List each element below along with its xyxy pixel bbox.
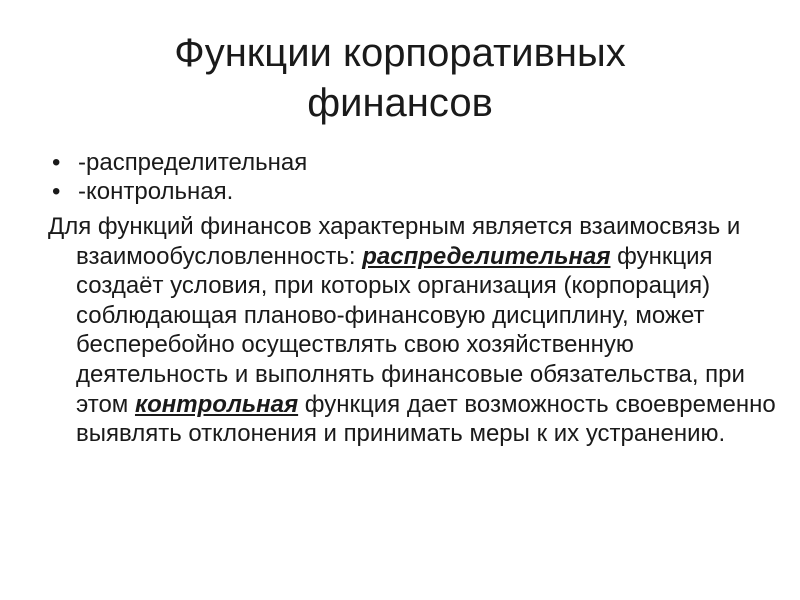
bullet-marker: •	[52, 149, 61, 176]
term-distributive: распределительная	[362, 242, 611, 270]
term-control: контрольная	[134, 390, 299, 418]
bullet-text: -контрольная.	[78, 178, 234, 205]
paragraph-middle: функция создаёт условия, при которых организация (корпорация) соблюдающая планово-финансовую дисциплину, может бесперебойно осуществлять свою хозяйственную деятельность и выполнять финансовые обязательства, при этом	[76, 242, 745, 418]
paragraph-intro: Для функций финансов характерным является взаимосвязь и взаимообусловленность:	[48, 213, 741, 270]
bullet-item-control	[52, 177, 307, 206]
body-paragraph	[48, 212, 791, 449]
bullet-text: -распределительная	[78, 149, 308, 176]
bullet-item-distributive	[52, 148, 307, 177]
bullet-marker: •	[52, 178, 61, 205]
bullet-list	[52, 148, 307, 206]
paragraph-end: функция дает возможность своевременно выявлять отклонения и принимать меры к их устранению.	[76, 390, 776, 448]
slide-title: Функции корпоративных финансов	[174, 31, 626, 125]
